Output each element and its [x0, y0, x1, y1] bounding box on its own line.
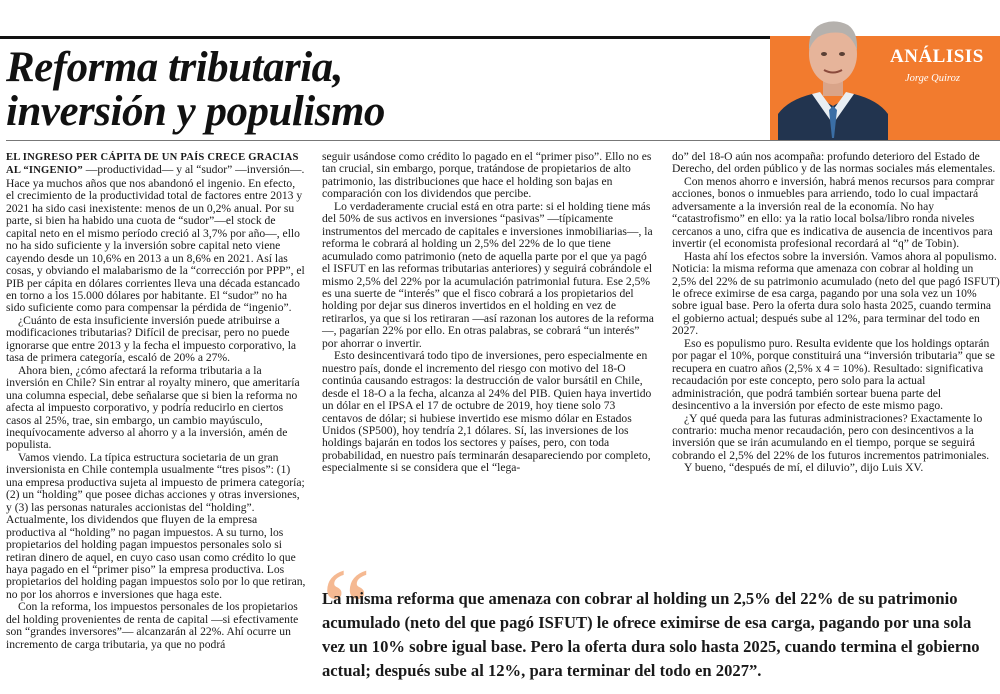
section-label: ANÁLISIS: [890, 46, 984, 67]
paragraph: Con menos ahorro e inversión, habrá menos recursos para comprar acciones, bonos o inmuebles para arriendo, todo lo cual impactará adversamente a la inversión real de la economía. No hay “catastrofismo” en ello: ya la ratio local bolsa/libro ronda niveles cercanos a uno, cifra que es indicativa de ausencia de incentivos para invertir (el economista profesional recordará al “q” de Tobin).: [672, 174, 995, 251]
article-column-2: [322, 151, 657, 475]
paragraph: Ahora bien, ¿cómo afectará la reforma tributaria a la inversión en Chile? Sin entrar al royalty minero, que ameritaría una columna especial, debe señalarse que si bien la reforma no afecta al impuesto corporativo, y podría reducirlo en ciertos casos al 25%, trae, sin embargo, un cambio mayúsculo, inequívocamente adverso al ahorro y a la inversión, amén de populista.: [6, 363, 300, 452]
paragraph: Eso es populismo puro. Resulta evidente que los holdings optarán por pagar el 10%, porque constituirá una “inversión tributaria” que se recupera en cuatro años (2,5% x 4 = 10%). Resultado: significativa recaudación por este concepto, pero solo para la actual administración, que podrá también sortear buena parte del desincentivo a la inversión por efecto de este mismo pago.: [672, 336, 995, 413]
author-photo: [778, 6, 888, 141]
paragraph: Esto desincentivará todo tipo de inversiones, pero especialmente en nuestro país, donde el incremento del riesgo con motivo del 18-O continúa causando estragos: la destrucción de valor bursátil en Chile, desde el 18-O a la fecha, alcanza al 24% del PIB. Quien haya invertido un dólar en el IPSA el 17 de octubre de 2019, hoy tiene solo 73 centavos de dólar; si hubiese invertido ese mismo dólar en Estados Unidos (SP500), hoy tendría 2,1 dólares. Sí, las inversiones de los holdings bajarán en todos los sectores y países, pero, con toda probabilidad, en nuestro país terminarán desapareciendo por completo, especialmente si se considera que el “lega-: [322, 349, 652, 475]
author-name: Jorge Quiroz: [905, 73, 960, 84]
quote-mark-icon: “: [322, 546, 371, 668]
paragraph: Con la reforma, los impuestos personales de los propietarios del holding provenientes de renta de capital —si efectivamente son “grandes inversores”— alcanzarán al 22%. Ahí ocurre un incremento de carga tributaria, ya que no podrá: [6, 600, 299, 651]
pull-quote: La misma reforma que amenaza con cobrar al holding un 2,5% del 22% de su patrimonio acumulado (neto del que pagó ISFUT) le ofrece eximirse de esa carga, pagando por una sola vez un 10% sobre igual base. Pero la oferta dura solo hasta 2025, cuando termina el gobierno actual; después sube al 12%, para terminar del todo en 2027”.: [322, 589, 980, 680]
article-column-1: [6, 151, 306, 651]
paragraph: ¿Y qué queda para las futuras administraciones? Exactamente lo contrario: mucha menor recaudación, pero con desincentivos a la inversión que se irán acumulando en el tiempo, porque se seguirá cobrando el 2,5% del 22% de los futuros incrementos patrimoniales.: [672, 411, 990, 462]
paragraph: seguir usándose como crédito lo pagado en el “primer piso”. Ello no es tan crucial, sin embargo, porque, tratándose de propietarios de alto patrimonio, las distribuciones que hace el holding son bajas en comparación con los dividendos que percibe.: [322, 150, 652, 201]
paragraph: Vamos viendo. La típica estructura societaria de un gran inversionista en Chile contempla usualmente “tres pisos”: (1) una empresa productiva sujeta al impuesto de primera categoría; (2) un “holding” que posee dichas acciones y otras inversiones, y (3) las personas naturales accionistas del “holding”. Actualmente, los dividendos que fluyen de la empresa productiva al “holding” no pagan impuestos. A su turno, los propietarios del holding pagan impuestos personales solo si retiran dinero de aquel, en cuyo caso usan como crédito lo que haya pagado en el “primer piso” la empresa productiva. Los propietarios del holding pagan impuestos solo por lo que retiran, no por los ahorros e inversiones que haga este.: [6, 450, 306, 601]
paragraph: Hasta ahí los efectos sobre la inversión. Vamos ahora al populismo. Noticia: la misma reforma que amenaza con cobrar al holding un 2,5% del 22% de su patrimonio acumulado (neto del que pagó ISFUT) le ofrece eximirse de esa carga, pagando por una sola vez un 10% sobre igual base. Pero la oferta dura solo hasta 2025, cuando termina el gobierno actual; después sube al 12%, para terminar del todo en 2027.: [672, 249, 1000, 338]
title-line-2: inversión y populismo: [6, 88, 385, 135]
paragraph: do” del 18-O aún nos acompaña: profundo deterioro del Estado de Derecho, del orden público y de las normas sociales más elementales.: [672, 150, 996, 176]
lead-in-caps: EL INGRESO PER CÁPITA DE UN PAÍS CRECE GRACIAS AL “INGENIO”: [6, 152, 299, 177]
article-title: [6, 46, 385, 134]
article-column-3: [672, 151, 1000, 475]
lead-paragraph-text: —productividad— y al “sudor” —inversión—. Hace ya muchos años que nos abandonó el ingenio. En efecto, el crecimiento de la productividad total de factores entre 2013 y 2021 ha sido casi inexistente: menos de un 0,2% anual. Por su parte, si bien ha habido una cuota de “sudor”—el stock de capital neto en el mismo período creció al 3,7% por año—, ello no ha sido suficiente y la inversión sobre capital neto viene cayendo desde un 10,6% en 2013 a un 8,6% en 2021. Así las cosas, y obviando el malabarismo de la “corrección por PPP”, el PIB per cápita en dólares corrientes lleva una década estancado en torno a los 15.000 dólares por habitante. El “sudor” no ha sido suficiente como para compensar la pérdida de “ingenio”.: [6, 163, 305, 315]
title-line-1: Reforma tributaria,: [6, 44, 343, 91]
top-rule: [0, 36, 770, 39]
paragraph: Lo verdaderamente crucial está en otra parte: si el holding tiene más del 50% de sus activos en inversiones “pasivas” —típicamente instrumentos del mercado de capitales e inversiones inmobiliarias—, la reforma le cobrará al holding un 2,5% del 22% de lo que tiene acumulado como patrimonio (neto de aquella parte por el que ya pagó el ISFUT en las reformas tributarias anteriores) y seguirá cobrándole el mismo 2,5% del 22% por la acumulación patrimonial futura. Ese 2,5% es una suerte de “interés” que el fisco cobrará a los propietarios del holding por dejar sus dineros invertidos en el holding en vez de retirarlos, ya que si los retiraran —así razonan los autores de la reforma—, pagarían 22% por ello. En otras palabras, se cobrará “un interés” por ahorrar o invertir.: [322, 199, 654, 350]
header-divider: [6, 140, 1000, 141]
paragraph: ¿Cuánto de esta insuficiente inversión puede atribuirse a modificaciones tributarias? Difícil de precisar, pero no puede ignorarse que entre 2013 y la fecha el impuesto corporativo, la tasa de primera categoría, escaló de 20% a 27%.: [6, 313, 297, 365]
paragraph: Y bueno, “después de mí, el diluvio”, dijo Luis XV.: [684, 461, 924, 475]
lead-paragraph: [6, 151, 306, 315]
